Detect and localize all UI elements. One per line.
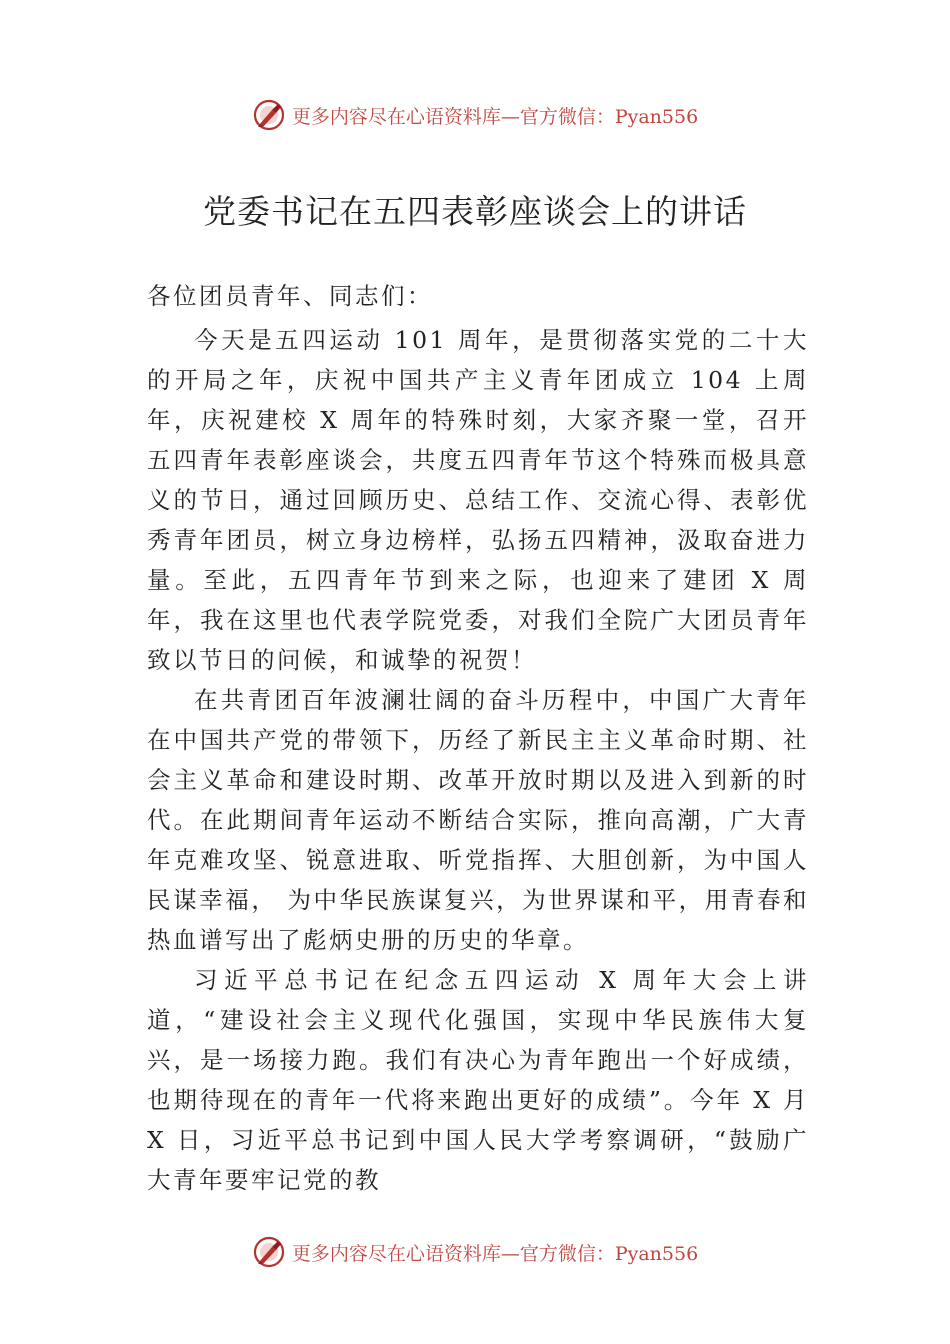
watermark-text: 更多内容尽在心语资料库—官方微信：Pyan556 xyxy=(291,1242,699,1265)
pen-logo-icon xyxy=(252,98,286,132)
paragraph-3: 习近平总书记在纪念五四运动 X 周年大会上讲道，“建设社会主义现代化强国，实现中华民族伟大复兴，是一场接力跑。我们有决心为青年跑出一个好成绩，也期待现在的青年一代将来跑出更好的成绩”。今年 X 月 X 日，习近平总书记到中国人民大学考察调研，“鼓励广大青年要牢记党的教 xyxy=(147,966,809,1194)
pen-logo-icon xyxy=(252,1235,286,1269)
paragraph-2: 在共青团百年波澜壮阔的奋斗历程中，中国广大青年在中国共产党的带领下，历经了新民主主义革命时期、社会主义革命和建设时期、改革开放时期以及进入到新的时代。在此期间青年运动不断结合实际，推向高潮，广大青年克难攻坚、锐意进取、听党指挥、大胆创新，为中国人民谋幸福， 为中华民族谋复兴，为世界谋和平，用青春和热血谱写出了彪炳史册的历史的华章。 xyxy=(147,686,809,954)
watermark-banner-top xyxy=(0,95,950,135)
watermark-text: 更多内容尽在心语资料库—官方微信：Pyan556 xyxy=(291,105,699,128)
paragraph-1: 今天是五四运动 101 周年，是贯彻落实党的二十大的开局之年，庆祝中国共产主义青年团成立 104 上周年，庆祝建校 X 周年的特殊时刻，大家齐聚一堂，召开五四青年表彰座谈会，共度五四青年节这个特殊而极具意义的节日，通过回顾历史、总结工作、交流心得、表彰优秀青年团员，树立身边榜样，弘扬五四精神，汲取奋进力量。至此，五四青年节到来之际，也迎来了建团 X 周年，我在这里也代表学院党委，对我们全院广大团员青年致以节日的问候，和诚挚的祝贺！ xyxy=(147,326,809,674)
watermark-banner-bottom xyxy=(0,1232,950,1272)
page-title: 党委书记在五四表彰座谈会上的讲话 xyxy=(203,192,747,231)
salutation: 各位团员青年、同志们： xyxy=(147,282,433,310)
document-body xyxy=(147,276,809,1200)
